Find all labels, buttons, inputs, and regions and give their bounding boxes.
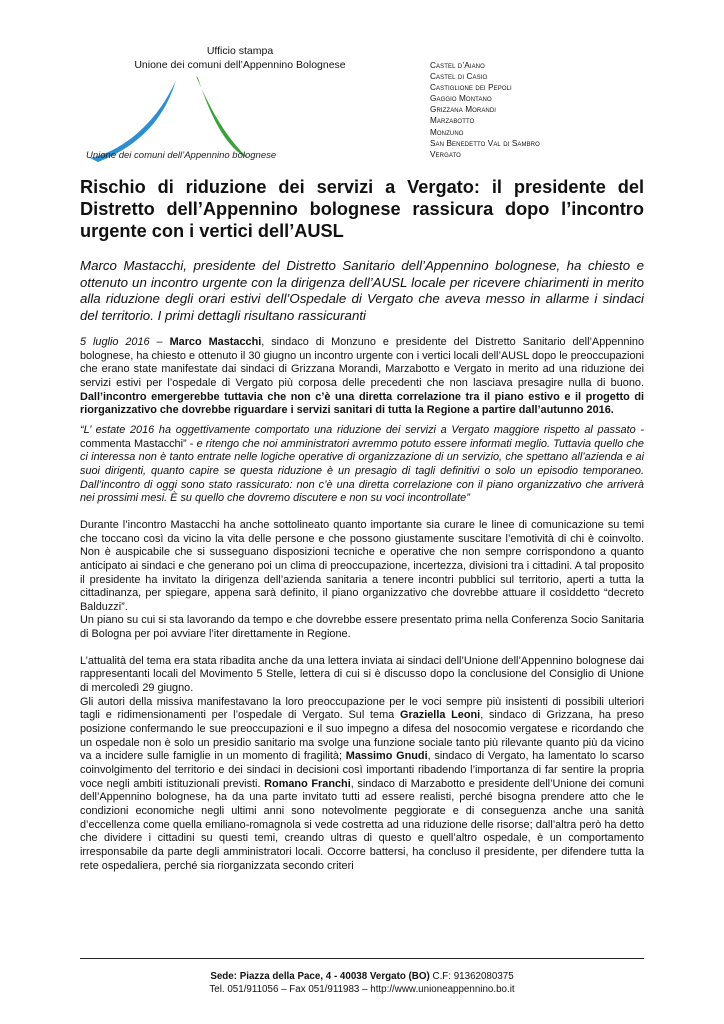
town-item: San Benedetto Val di Sambro [430,138,540,148]
key-statement: Dall’incontro emergerebbe tuttavia che non c’è una diretta correlazione tra il piano estivo e il progetto di riorganizzativo che dovrebbe riguardare i servizi sanitari di tutta la Regione a partire dall’autunno 2016. [80,390,644,417]
paragraph-communication: Durante l’incontro Mastacchi ha anche sottolineato quanto importante sia curare le linee di comunicazione su temi che toccano così da vicino la vita delle persone e che possono giustamente suscitare l’emotività di chi è coinvolto. Non è auspicabile che si susseguano disposizioni tecniche e operative che non sempre corrispondono a quanto anticipato ai sindaci e che generano poi un clima di preoccupazione, incertezza, divisioni tra i cittadini. A tal proposito il presidente ha invitato la dirigenza dell’azienda sanitaria a tenere incontri pubblici sul territorio, aperti a tutta la cittadinanza, per spiegare, appena sarà definito, il piano organizzativo che dovrebbe attuare il cosìddetto “decreto Balduzzi”. [80,518,644,613]
footer-contacts: Tel. 051/911056 – Fax 051/911983 – http://www.unioneappennino.bo.it [209,984,515,995]
paragraph-mayors: Gli autori della missiva manifestavano la loro preoccupazione per le voci sempre più insistenti di possibili ulteriori tagli e ridimensionamenti per l’ospedale di Vergato. Sul tema Graziella Leoni, sindaco di Grizzana, ha preso posizione confermando le sue preoccupazioni e il suo impegno a difesa del nosocomio vergatese e ricordando che un ospedale non è solo un presidio sanitario ma svolge una funzione sociale tanto più rilevante quanto più da vicino va a incidere sulle famiglie in un momento di fragilità; Massimo Gnudi, sindaco di Vergato, ha lamentato lo scarso coinvolgimento del territorio e dei sindaci in decisioni così importanti ribadendo l’importanza di far sentire la propria voce negli ambiti istituzionali previsti. Romano Franchi, sindaco di Marzabotto e presidente dell’Unione dei comuni dell’Appennino bolognese, ha da una parte invitato tutti ad essere realisti, perché bisogna prendere atto che le condizioni economiche negli ultimi anni sono notevolmente peggiorate e di conseguenza anche una sanità d’eccellenza come quella emiliano-romagnola si vede costretta ad una riduzione delle risorse; dall’altra però ha detto che dividere i cittadini su questi temi, creando ultras di questo e quell’altro ospedale, è un comportamento irresponsabile da parte degli amministratori locali. Occorre battersi, ha concluso il presidente, per difendere tutta la rete ospedaliera, perché sia riorganizzata secondo criteri [80,695,644,872]
union-name-label: Unione dei comuni dell’Appennino Bolognese [134,59,346,71]
press-release-title: Rischio di riduzione dei servizi a Vergato: il presidente del Distretto dell’Appennino bolognese rassicura dopo l’incontro urgente con i vertici dell’AUSL [80,177,644,241]
footer [80,970,644,996]
person-name: Massimo Gnudi [345,750,428,763]
town-item: Marzabotto [430,116,475,126]
paragraph-intro: 5 luglio 2016 – Marco Mastacchi, sindaco di Monzuno e presidente del Distretto Sanitario dell’Appennino bolognese, ha chiesto e ottenuto il 30 giugno un incontro urgente con i vertici locali dell’AUSL dopo le preoccupazioni che erano state manifestate dai sindaci di Grizzana Morandi, Marzabotto e Vergato in merito ad una riduzione dei servizi estivi per l’ospedale di Vergato più corposa delle precedenti che non lasciava presagire nulla di buono. Dall’incontro emergerebbe tuttavia che non c’è una diretta correlazione tra il piano estivo e il progetto di riorganizzativo che dovrebbe riguardare i servizi sanitari di tutta la Regione a partire dall’autunno 2016. [80,336,645,417]
footer-divider [80,958,644,959]
press-release-body [80,336,644,879]
paragraph-quote: “L’ estate 2016 ha oggettivamente comportato una riduzione dei servizi a Vergato maggiore rispetto al passato - commenta Mastacchi” - e ritengo che noi amministratori avremmo potuto essere informati meglio. Tuttavia quello che ci interessa non è tanto entrate nelle logiche operative di organizzazione di un servizio, che spettano all’azienda e ai suoi dirigenti, quanto capire se questa riduzione è un presagio di tagli definitivi o solo un episodio temporaneo. Dall’incontro di oggi sono stato rassicurato: non c’è una diretta correlazione con il piano organizzativo che arriverà nei prossimi mesi. È su quello che dovremo discutere e non su voci incontrollate” [80,423,644,505]
logo-caption: Unione dei comuni dell’Appennino bolognese [86,150,277,161]
town-item: Grizzana Morandi [430,105,497,115]
person-name: Marco Mastacchi [169,336,262,348]
town-item: Castel di Casio [430,72,488,82]
press-office-label: Ufficio stampa [206,45,274,57]
town-item: Castiglione dei Pepoli [430,83,512,93]
town-item: Monzuno [430,127,464,137]
town-item: Castel d’Aiano [430,61,485,70]
paragraph-letter: L’attualità del tema era stata ribadita anche da una lettera inviata ai sindaci dell’Unione dell’Appennino bolognese dai rappresentanti locali del Movimento 5 Stelle, lettera di cui si è discusso dopo la conclusione del Consiglio di Unione di mercoledì 29 giugno. [80,654,644,695]
press-office-header [128,44,352,72]
release-date: 5 luglio 2016 [80,336,150,348]
person-name: Graziella Leoni [400,709,481,722]
person-name: Romano Franchi [264,777,351,790]
press-release-subtitle: Marco Mastacchi, presidente del Distretto Sanitario dell’Appennino bolognese, ha chiesto e ottenuto un incontro urgente con la dirigenza dell’AUSL locale per ricevere chiarimenti in merito alla riduzione degli orari estivi dell’Ospedale di Vergato che aveva messo in allarme i sindaci del territorio. I primi dettagli risultano rassicuranti [80,258,644,323]
town-list [430,60,540,160]
town-item: Gaggio Montano [430,94,492,104]
footer-address: Sede: Piazza della Pace, 4 - 40038 Vergato (BO) C.F: 91362080375 [210,971,514,982]
town-item: Vergato [430,149,461,159]
paragraph-plan: Un piano su cui si sta lavorando da tempo e che dovrebbe essere presentato prima nella Conferenza Socio Sanitaria di Bologna per poi avviare l’iter direttamente in Regione. [80,614,644,641]
